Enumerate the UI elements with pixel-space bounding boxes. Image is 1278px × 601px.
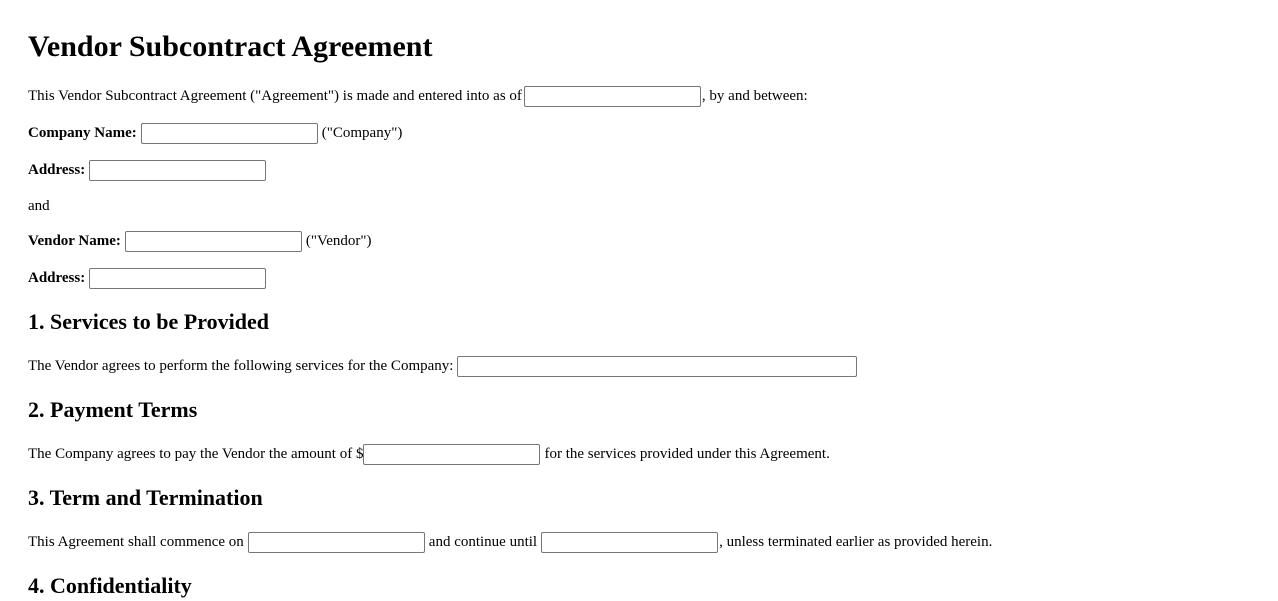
payment-paragraph xyxy=(28,443,830,465)
intro-paragraph xyxy=(28,85,808,107)
conjunction-row xyxy=(28,195,50,217)
document-title: Vendor Subcontract Agreement xyxy=(28,30,433,63)
company-address-row xyxy=(28,159,270,181)
agreement-date-input[interactable] xyxy=(524,86,701,107)
intro-text-before: This Vendor Subcontract Agreement ("Agreement") is made and entered into as of xyxy=(28,88,522,104)
company-address-label: Address: xyxy=(28,162,86,178)
term-paragraph xyxy=(28,531,992,553)
term-text-after: , unless terminated earlier as provided herein. xyxy=(719,534,993,550)
conjunction-text: and xyxy=(28,198,50,214)
company-address-input[interactable] xyxy=(89,160,266,181)
vendor-address-row xyxy=(28,267,270,289)
vendor-name-row xyxy=(28,230,371,252)
company-name-label: Company Name: xyxy=(28,125,137,141)
services-paragraph xyxy=(28,355,861,377)
term-text-middle: and continue until xyxy=(428,534,538,550)
company-name-input[interactable] xyxy=(141,123,318,144)
section-confidentiality-heading: 4. Confidentiality xyxy=(28,573,192,598)
payment-text-after: for the services provided under this Agreement. xyxy=(544,446,830,462)
section-payment-heading: 2. Payment Terms xyxy=(28,397,198,422)
services-input[interactable] xyxy=(457,356,857,377)
payment-text-before: The Company agrees to pay the Vendor the amount of $ xyxy=(28,446,364,462)
services-text: The Vendor agrees to perform the following services for the Company: xyxy=(28,358,454,374)
company-name-suffix: ("Company") xyxy=(321,125,403,141)
vendor-name-suffix: ("Vendor") xyxy=(305,233,372,249)
payment-amount-input[interactable] xyxy=(363,444,540,465)
section-services-heading: 1. Services to be Provided xyxy=(28,309,269,334)
term-start-date-input[interactable] xyxy=(248,532,425,553)
vendor-name-input[interactable] xyxy=(125,231,302,252)
vendor-name-label: Vendor Name: xyxy=(28,233,121,249)
company-name-row xyxy=(28,122,402,144)
term-end-date-input[interactable] xyxy=(541,532,718,553)
vendor-address-input[interactable] xyxy=(89,268,266,289)
intro-text-after: , by and between: xyxy=(701,88,808,104)
term-text-before: This Agreement shall commence on xyxy=(28,534,244,550)
vendor-address-label: Address: xyxy=(28,270,86,286)
section-term-heading: 3. Term and Termination xyxy=(28,485,263,510)
